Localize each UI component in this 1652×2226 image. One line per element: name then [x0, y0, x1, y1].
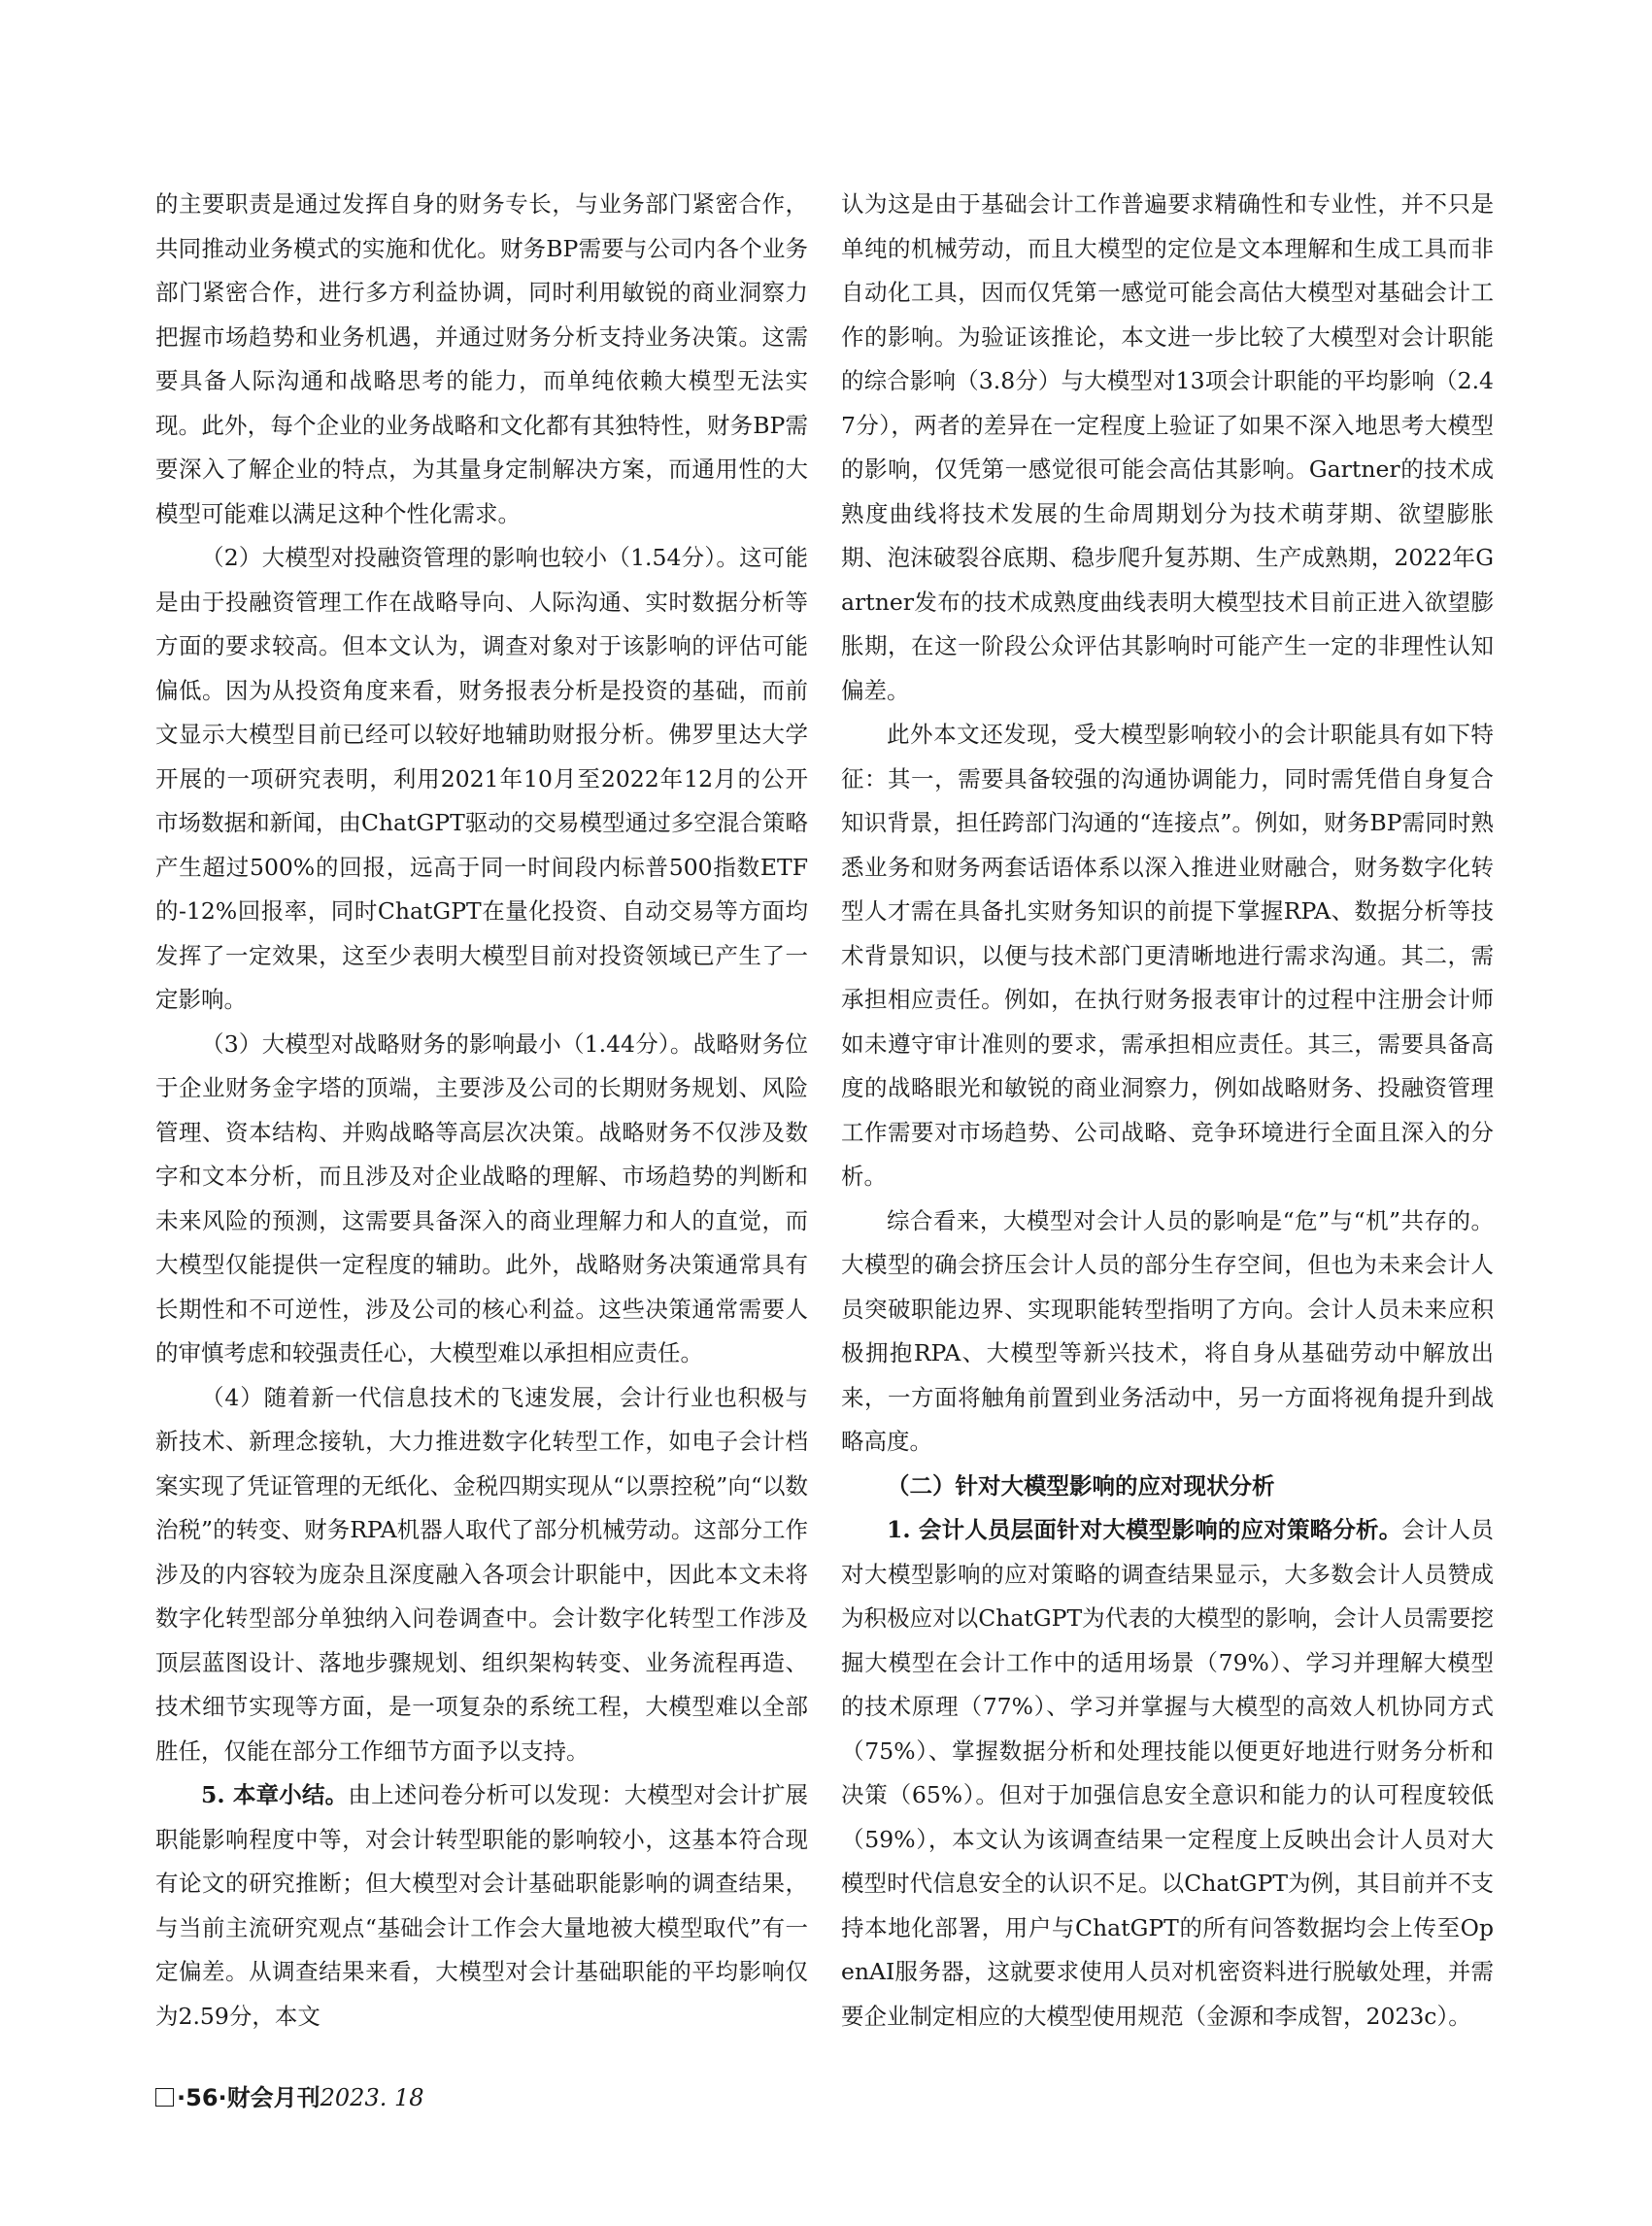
left-column — [155, 183, 808, 2039]
paragraph: （3）大模型对战略财务的影响最小（1.44分）。战略财务位于企业财务金字塔的顶端，主要涉及公司的长期财务规划、风险管理、资本结构、并购战略等高层次决策。战略财务不仅涉及数字和文本分析，而且涉及对企业战略的理解、市场趋势的判断和未来风险的预测，这需要具备深入的商业理解力和人的直觉，而大模型仅能提供一定程度的辅助。此外，战略财务决策通常具有长期性和不可逆性，涉及公司的核心利益。这些决策通常需要人的审慎考虑和较强责任心，大模型难以承担相应责任。 — [155, 1029, 808, 1366]
paragraph: 综合看来，大模型对会计人员的影响是“危”与“机”共存的。大模型的确会挤压会计人员的部分生存空间，但也为未来会计人员突破职能边界、实现职能转型指明了方向。会计人员未来应积极拥抱RPA、大模型等新兴技术，将自身从基础劳动中解放出来，一方面将触角前置到业务活动中，另一方面将视角提升到战略高度。 — [841, 1206, 1494, 1455]
right-column — [841, 183, 1494, 2039]
issue-number: 2023. 18 — [320, 2084, 424, 2111]
paragraph: 的主要职责是通过发挥自身的财务专长，与业务部门紧密合作，共同推动业务模式的实施和优化。财务BP需要与公司内各个业务部门紧密合作，进行多方利益协调，同时利用敏锐的商业洞察力把握市场趋势和业务机遇，并通过财务分析支持业务决策。这需要具备人际沟通和战略思考的能力，而单纯依赖大模型无法实现。此外，每个企业的业务战略和文化都有其独特性，财务BP需要深入了解企业的特点，为其量身定制解决方案，而通用性的大模型可能难以满足这种个性化需求。 — [155, 190, 808, 527]
paragraph: （4）随着新一代信息技术的飞速发展，会计行业也积极与新技术、新理念接轨，大力推进数字化转型工作，如电子会计档案实现了凭证管理的无纸化、金税四期实现从“以票控税”向“以数治税”的转变、财务RPA机器人取代了部分机械劳动。这部分工作涉及的内容较为庞杂且深度融入各项会计职能中，因此本文未将数字化转型部分单独纳入问卷调查中。会计数字化转型工作涉及顶层蓝图设计、落地步骤规划、组织架构转变、业务流程再造、技术细节实现等方面，是一项复杂的系统工程，大模型难以全部胜任，仅能在部分工作细节方面予以支持。 — [155, 1383, 808, 1765]
paragraph: （2）大模型对投融资管理的影响也较小（1.54分）。这可能是由于投融资管理工作在战略导向、人际沟通、实时数据分析等方面的要求较高。但本文认为，调查对象对于该影响的评估可能偏低。因为从投资角度来看，财务报表分析是投资的基础，而前文显示大模型目前已经可以较好地辅助财报分析。佛罗里达大学开展的一项研究表明，利用2021年10月至2022年12月的公开市场数据和新闻，由ChatGPT驱动的交易模型通过多空混合策略产生超过500%的回报，远高于同一时间段内标普500指数ETF的-12%回报率，同时ChatGPT在量化投资、自动交易等方面均发挥了一定效果，这至少表明大模型目前对投资领域已产生了一定影响。 — [155, 544, 808, 1013]
paragraph: 此外本文还发现，受大模型影响较小的会计职能具有如下特征：其一，需要具备较强的沟通协调能力，同时需凭借自身复合知识背景，担任跨部门沟通的“连接点”。例如，财务BP需同时熟悉业务和财务两套话语体系以深入推进业财融合，财务数字化转型人才需在具备扎实财务知识的前提下掌握RPA、数据分析等技术背景知识，以便与技术部门更清晰地进行需求沟通。其二，需承担相应责任。例如，在执行财务报表审计的过程中注册会计师如未遵守审计准则的要求，需承担相应责任。其三，需要具备高度的战略眼光和敏锐的商业洞察力，例如战略财务、投融资管理工作需要对市场趋势、公司战略、竞争环境进行全面且深入的分析。 — [841, 721, 1494, 1190]
paragraph — [155, 1773, 808, 2039]
paragraph — [841, 1508, 1494, 2039]
page-number: ·56· — [177, 2084, 227, 2111]
paragraph-body: 由上述问卷分析可以发现：大模型对会计扩展职能影响程度中等，对会计转型职能的影响较小，这基本符合现有论文的研究推断；但大模型对会计基础职能影响的调查结果，与当前主流研究观点“基础会计工作会大量地被大模型取代”有一定偏差。从调查结果来看，大模型对会计基础职能的平均影响仅为2.59分，本文 — [155, 1781, 809, 2030]
journal-name: 财会月刊 — [226, 2084, 320, 2111]
paragraph-body: 会计人员对大模型影响的应对策略的调查结果显示，大多数会计人员赞成为积极应对以ChatGPT为代表的大模型的影响，会计人员需要挖掘大模型在会计工作中的适用场景（79%）、学习并理解大模型的技术原理（77%）、学习并掌握与大模型的高效人机协同方式（75%）、掌握数据分析和处理技能以便更好地进行财务分析和决策（65%）。但对于加强信息安全意识和能力的认可程度较低（59%），本文认为该调查结果一定程度上反映出会计人员对大模型时代信息安全的认识不足。以ChatGPT为例，其目前并不支持本地化部署，用户与ChatGPT的所有问答数据均会上传至OpenAI服务器，这就要求使用人员对机密资料进行脱敏处理，并需要企业制定相应的大模型使用规范（金源和李成智，2023c）。 — [841, 1516, 1494, 2030]
page-footer — [155, 2081, 424, 2114]
section-heading: （二）针对大模型影响的应对现状分析 — [887, 1471, 1275, 1500]
paragraph-lead: 1. 会计人员层面针对大模型影响的应对策略分析。 — [887, 1516, 1402, 1543]
paragraph: 认为这是由于基础会计工作普遍要求精确性和专业性，并不只是单纯的机械劳动，而且大模型的定位是文本理解和生成工具而非自动化工具，因而仅凭第一感觉可能会高估大模型对基础会计工作的影响。为验证该推论，本文进一步比较了大模型对会计职能的综合影响（3.8分）与大模型对13项会计职能的平均影响（2.47分），两者的差异在一定程度上验证了如果不深入地思考大模型的影响，仅凭第一感觉很可能会高估其影响。Gartner的技术成熟度曲线将技术发展的生命周期划分为技术萌芽期、欲望膨胀期、泡沫破裂谷底期、稳步爬升复苏期、生产成熟期，2022年Gartner发布的技术成熟度曲线表明大模型技术目前正进入欲望膨胀期，在这一阶段公众评估其影响时可能产生一定的非理性认知偏差。 — [841, 190, 1494, 704]
square-icon — [155, 2088, 174, 2107]
paragraph-lead: 5. 本章小结。 — [201, 1781, 349, 1808]
